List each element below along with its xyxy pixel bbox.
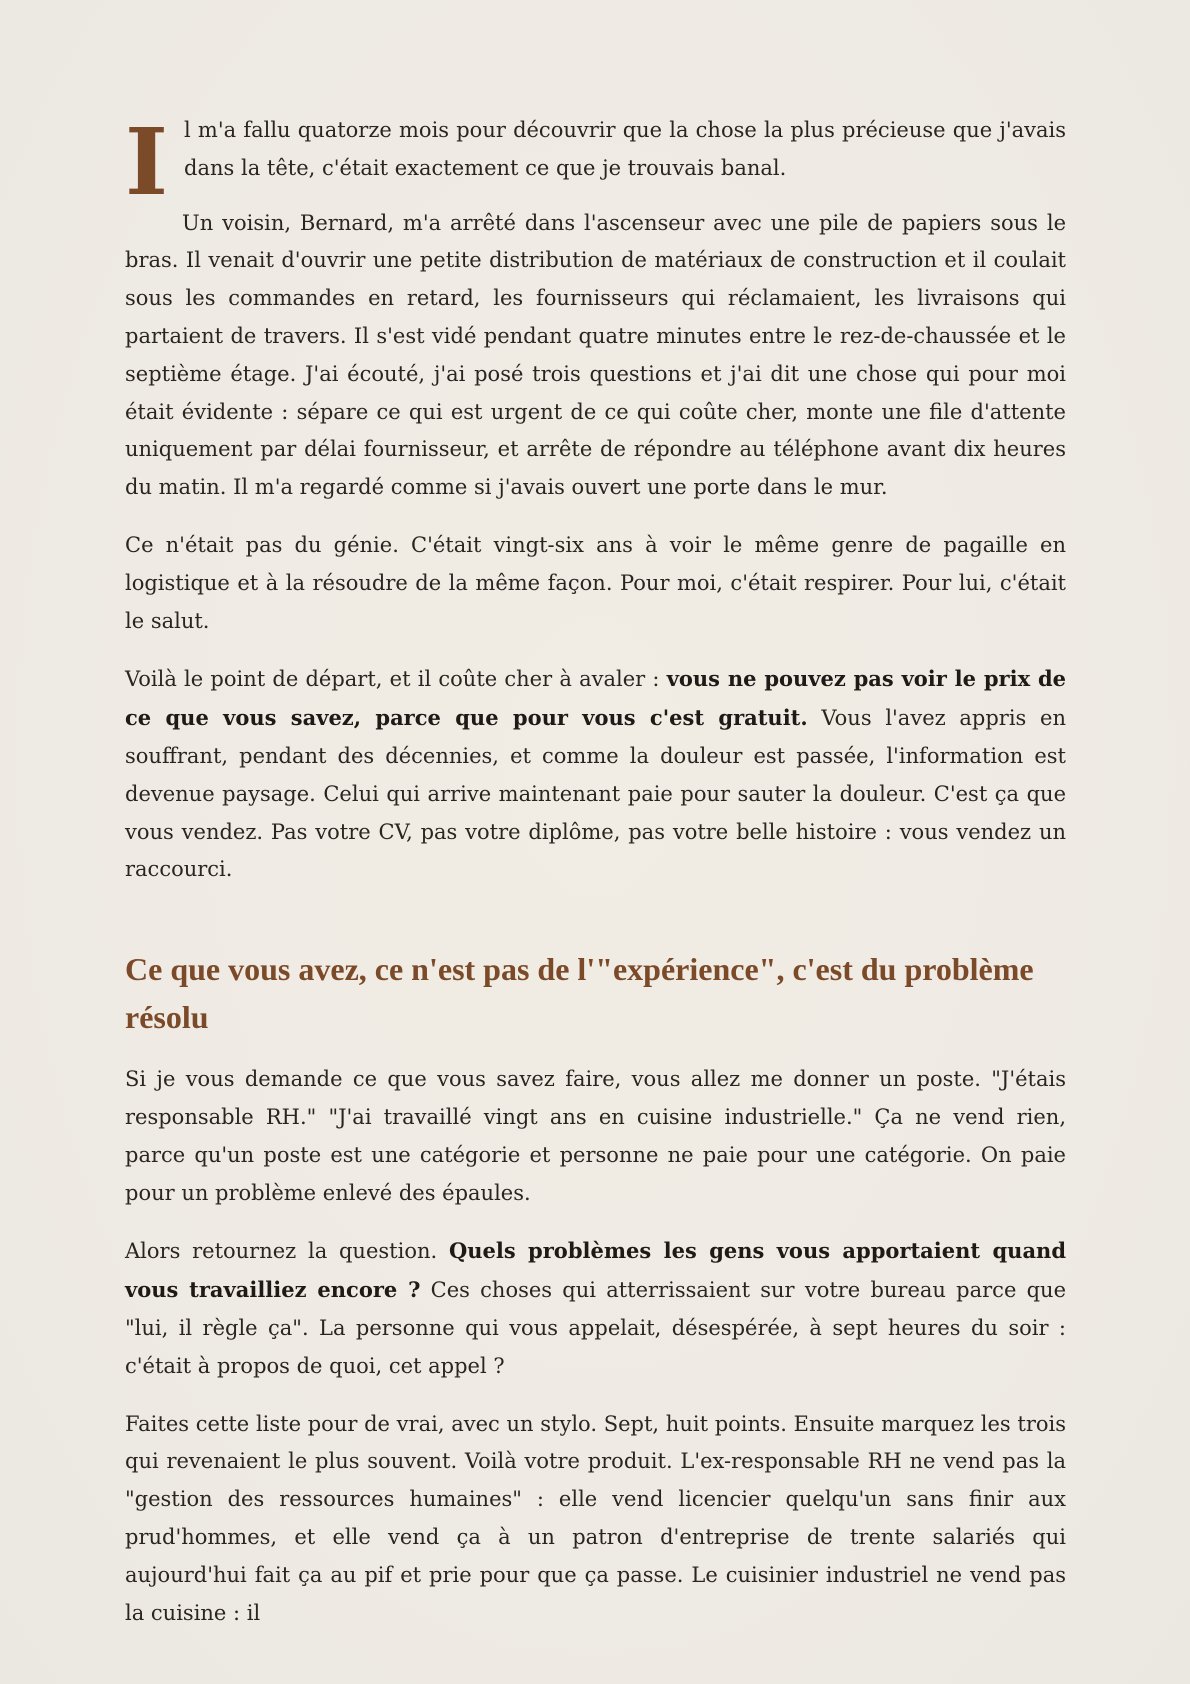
article-body xyxy=(125,108,1067,1652)
section-heading: Ce que vous avez, ce n'est pas de l'"expérience", c'est du problème résolu xyxy=(125,951,1034,1036)
paragraph-liste: Faites cette liste pour de vrai, avec un stylo. Sept, huit points. Ensuite marquez les trois qui revenaient le plus souvent. Voilà votre produit. L'ex-responsable RH ne vend pas la "gestion des ressources humaines" : elle vend licencier quelqu'un sans finir aux prud'hommes, et elle vend ça à un patron d'entreprise de trente salariés qui aujourd'hui fait ça au pif et prie pour que ça passe. Le cuisinier industriel ne vend pas la cuisine : il xyxy=(125,1411,1066,1625)
bold-statement: vous ne pouvez pas voir le prix de ce que vous savez, parce que pour vous c'est gratuit. xyxy=(125,666,1066,731)
paragraph-bernard: Un voisin, Bernard, m'a arrêté dans l'ascenseur avec une pile de papiers sous le bras. Il venait d'ouvrir une petite distribution de matériaux de construction et il coulait sous les commandes en retard, les fournisseurs qui réclamaient, les livraisons qui partaient de travers. Il s'est vidé pendant quatre minutes entre le rez-de-chaussée et le septième étage. J'ai écouté, j'ai posé trois questions et j'ai dit une chose qui pour moi était évidente : sépare ce qui est urgent de ce qui coûte cher, monte une file d'attente uniquement par délai fournisseur, et arrête de répondre au téléphone avant dix heures du matin. Il m'a regardé comme si j'avais ouvert une porte dans le mur. xyxy=(125,210,1066,500)
intro-paragraph xyxy=(125,108,1066,216)
intro-paragraph-text: l m'a fallu quatorze mois pour découvrir que la chose la plus précieuse que j'avais dans la tête, c'était exactement ce que je trouvais banal. xyxy=(184,118,1066,180)
paragraph-point-de-depart xyxy=(125,660,1066,889)
paragraph-text: Voilà le point de départ, et il coûte cher à avaler : xyxy=(125,667,667,692)
drop-cap: I xyxy=(125,108,169,216)
paragraph-text: Vous l'avez appris en souffrant, pendant des décennies, et comme la douleur est passée, l'information est devenue paysage. Celui qui arrive maintenant paie pour sauter la douleur. C'est ça que vous vendez. Pas votre CV, pas votre diplôme, pas votre belle histoire : vous vendez un raccourci. xyxy=(125,706,1067,882)
bold-question: Quels problèmes les gens vous apportaient quand vous travailliez encore ? xyxy=(125,1238,1066,1303)
paragraph-text: Alors retournez la question. xyxy=(125,1239,449,1264)
paragraph-question xyxy=(125,1232,1066,1385)
paragraph-text: Ces choses qui atterrissaient sur votre bureau parce que "lui, il règle ça". La personne qui vous appelait, désespérée, à sept heures du soir : c'était à propos de quoi, cet appel ? xyxy=(125,1278,1066,1378)
paragraph-genie: Ce n'était pas du génie. C'était vingt-six ans à voir le même genre de pagaille en logistique et à la résoudre de la même façon. Pour moi, c'était respirer. Pour lui, c'était le salut. xyxy=(125,532,1066,633)
paragraph-poste: Si je vous demande ce que vous savez faire, vous allez me donner un poste. "J'étais responsable RH." "J'ai travaillé vingt ans en cuisine industrielle." Ça ne vend rien, parce qu'un poste est une catégorie et personne ne paie pour une catégorie. On paie pour un problème enlevé des épaules. xyxy=(125,1067,1066,1205)
